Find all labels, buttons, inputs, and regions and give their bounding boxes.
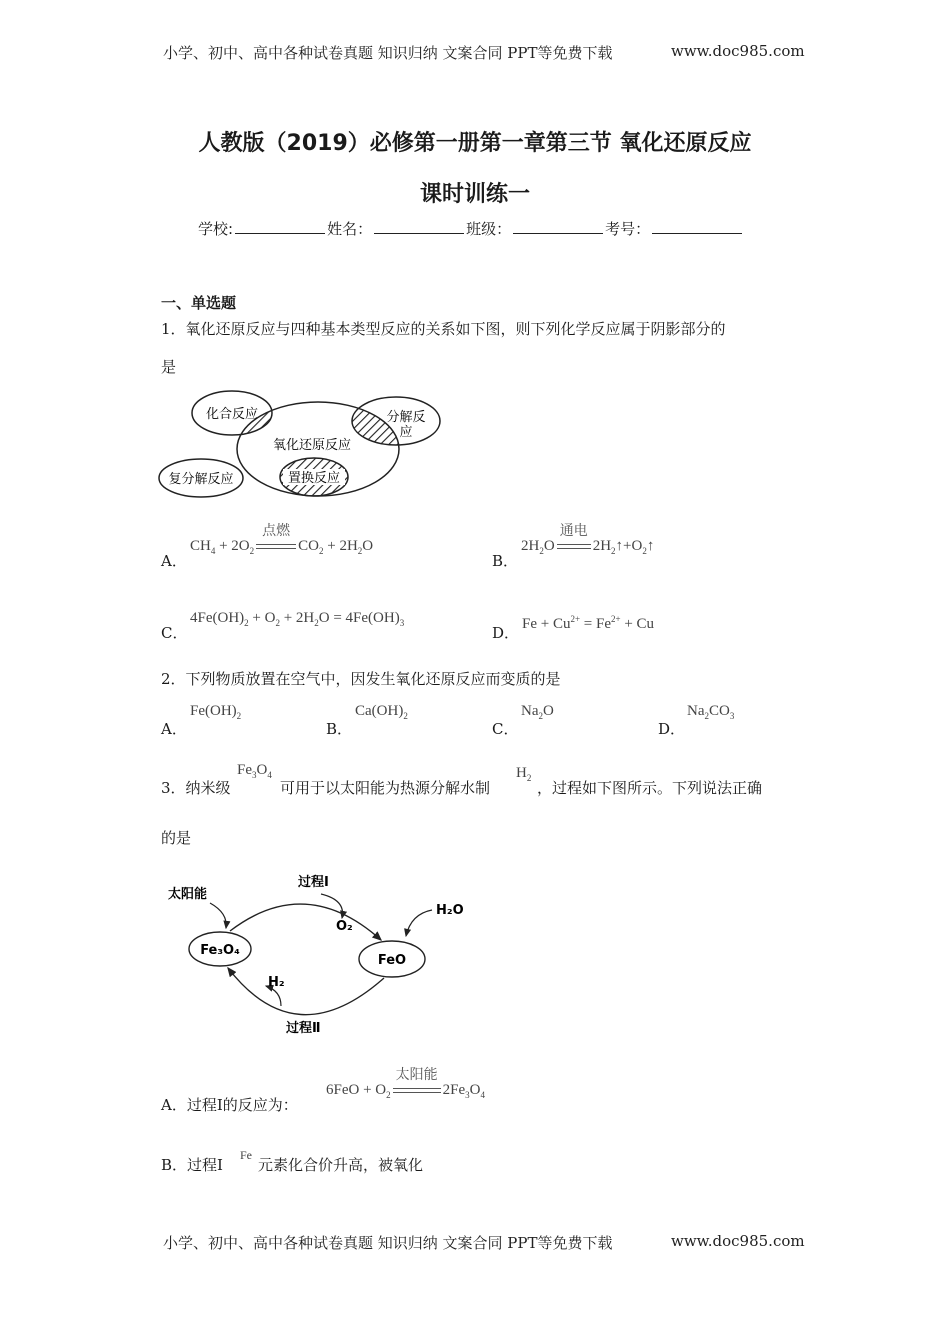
label-decomposition-2: 应: [399, 425, 413, 440]
q3-stem-part2: 可用于以太阳能为热源分解水制: [280, 779, 491, 797]
label-fe3o4: Fe₃O₄: [200, 943, 240, 958]
q3-stem-part1: 3．纳米级: [161, 779, 231, 797]
h2o-input-arrow: [406, 910, 432, 936]
process-2-arrow: [228, 968, 384, 1015]
q1-stem-line1: 1．氧化还原反应与四种基本类型反应的关系如下图，则下列化学反应属于阴影部分的: [161, 320, 726, 338]
q1-option-c-label[interactable]: C．: [161, 624, 188, 642]
q1-option-b-formula[interactable]: $2H_2O$ 通电 $2H_2↑+O_2↑$: [521, 538, 654, 556]
q2-option-b-label[interactable]: B．: [326, 720, 353, 738]
label-decomposition-1: 分解反: [386, 410, 426, 425]
q1-stem-line2: 是: [161, 358, 177, 376]
q2-option-c-label[interactable]: C．: [492, 720, 519, 738]
student-info-line: [198, 218, 744, 239]
q2-option-d-formula[interactable]: $Na_2CO_3$: [687, 703, 735, 721]
label-process-1: 过程Ⅰ: [298, 875, 329, 890]
q1-option-b-condition: 通电: [559, 524, 588, 539]
o2-output-arrow: [321, 894, 343, 918]
fe3o4-cycle-diagram: [156, 868, 476, 1040]
q3-option-a-condition: 太阳能: [395, 1068, 438, 1083]
label-combination: 化合反应: [205, 407, 259, 422]
page-title: 人教版（2019）必修第一册第一章第三节 氧化还原反应: [198, 131, 752, 156]
q3-stem-line2: 的是: [161, 829, 192, 847]
class-label: 班级：: [466, 220, 512, 238]
label-h2: H₂: [268, 975, 285, 990]
q3-option-b-fe: Fe: [240, 1148, 252, 1162]
q3-option-a-text[interactable]: A．过程Ⅰ的反应为：: [161, 1096, 298, 1114]
q3-option-b-text-2: 元素化合价升高，被氧化: [258, 1156, 424, 1174]
q2-option-b-formula[interactable]: $Ca(OH)_2$: [355, 703, 408, 721]
sun-input-arrow: [210, 903, 226, 928]
label-h2o: H₂O: [436, 903, 464, 918]
label-feo: FeO: [377, 953, 407, 968]
q2-stem: 2．下列物质放置在空气中，因发生氧化还原反应而变质的是: [161, 670, 561, 688]
number-label: 考号：: [605, 220, 651, 238]
header-site-url[interactable]: www.doc985.com: [671, 42, 805, 60]
reaction-type-venn-diagram: [156, 388, 446, 502]
footer-ad-text: 小学、初中、高中各种试卷真题 知识归纳 文案合同 PPT等免费下载: [163, 1234, 613, 1252]
q3-stem-h2: $H_2$: [516, 765, 532, 783]
label-displacement: 置换反应: [287, 471, 341, 486]
q3-stem-part3: ，过程如下图所示。下列说法正确: [537, 779, 763, 797]
label-process-2: 过程Ⅱ: [286, 1021, 321, 1036]
page-subtitle: 课时训练一: [419, 182, 530, 207]
school-label: 学校:: [198, 220, 234, 238]
q2-option-c-formula[interactable]: $Na_2O$: [521, 703, 554, 721]
q1-option-a-label[interactable]: A．: [161, 552, 187, 570]
q1-option-a-formula[interactable]: $CH_4 + 2O_2$ 点燃 $CO_2 + 2H_2O$: [190, 538, 373, 556]
process-1-arrow: [230, 904, 381, 940]
label-double-decomposition: 复分解反应: [168, 472, 234, 487]
q3-option-a-formula[interactable]: $6FeO + O_2$ 太阳能 $2Fe_3O_4$: [326, 1082, 485, 1100]
q3-option-b-text-1[interactable]: B．过程Ⅰ: [161, 1156, 223, 1174]
school-blank[interactable]: [235, 219, 325, 234]
name-label: 姓名：: [327, 220, 373, 238]
q1-option-d-formula[interactable]: $Fe + Cu^{2+} = Fe^{2+} + Cu$: [522, 614, 655, 632]
number-blank[interactable]: [652, 219, 742, 234]
name-blank[interactable]: [374, 219, 464, 234]
section-title: 一、单选题: [161, 294, 237, 312]
q2-option-a-label[interactable]: A．: [161, 720, 187, 738]
q3-stem-fe3o4: $Fe_3O_4$: [237, 762, 272, 780]
q1-option-c-formula[interactable]: $4Fe(OH)_2 + O_2 + 2H_2O = 4Fe(OH)_3$: [190, 610, 405, 628]
label-redox: 氧化还原反应: [272, 438, 352, 453]
label-solar: 太阳能: [168, 887, 208, 902]
q2-option-a-formula[interactable]: $Fe(OH)_2$: [190, 703, 242, 721]
q1-option-b-label[interactable]: B．: [492, 552, 519, 570]
q2-option-d-label[interactable]: D．: [658, 720, 686, 738]
label-o2: O₂: [336, 919, 353, 934]
header-ad-text: 小学、初中、高中各种试卷真题 知识归纳 文案合同 PPT等免费下载: [163, 44, 613, 62]
q1-option-d-label[interactable]: D．: [492, 624, 520, 642]
class-blank[interactable]: [513, 219, 603, 234]
q1-option-a-condition: 点燃: [262, 524, 291, 539]
footer-site-url[interactable]: www.doc985.com: [671, 1232, 805, 1250]
